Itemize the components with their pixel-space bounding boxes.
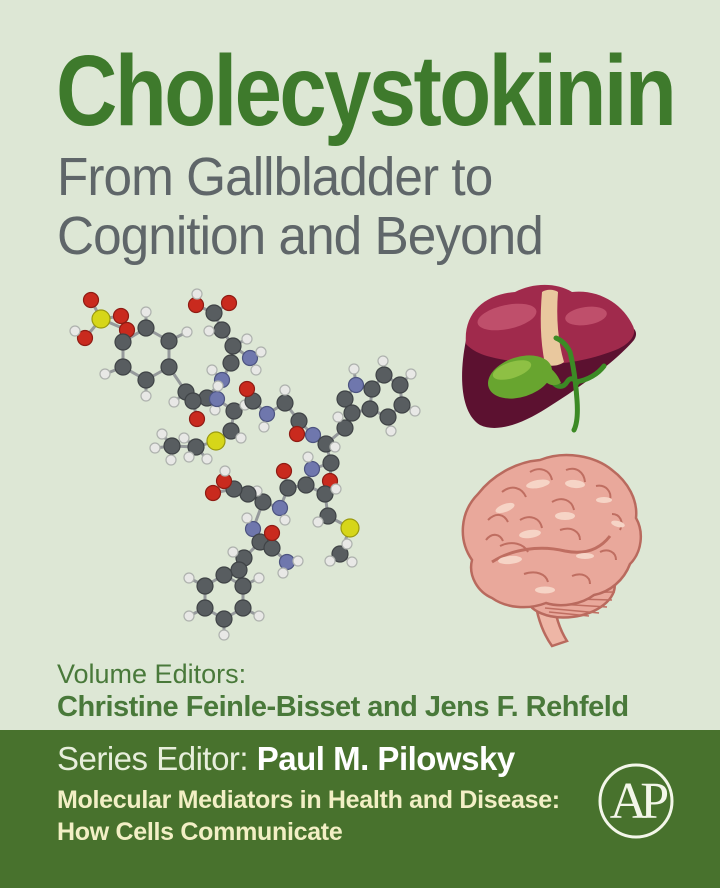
book-title: Cholecystokinin bbox=[56, 35, 675, 147]
academic-press-logo bbox=[596, 761, 676, 841]
series-title-line-2: How Cells Communicate bbox=[57, 818, 343, 846]
volume-editors-label: Volume Editors: bbox=[57, 659, 247, 689]
series-editor-line bbox=[57, 740, 515, 778]
logo-monogram: AP bbox=[609, 773, 663, 830]
series-editor-label: Series Editor: bbox=[57, 740, 257, 777]
volume-editors-block bbox=[57, 658, 629, 724]
subtitle-line-2: Cognition and Beyond bbox=[57, 206, 543, 266]
subtitle-line-1: From Gallbladder to bbox=[57, 147, 493, 207]
volume-editors-names: Christine Feinle-Bisset and Jens F. Rehfeld bbox=[57, 691, 629, 723]
series-editor-name: Paul M. Pilowsky bbox=[256, 740, 515, 777]
series-title-line-1: Molecular Mediators in Health and Disease: bbox=[57, 786, 560, 814]
series-band bbox=[0, 730, 720, 888]
